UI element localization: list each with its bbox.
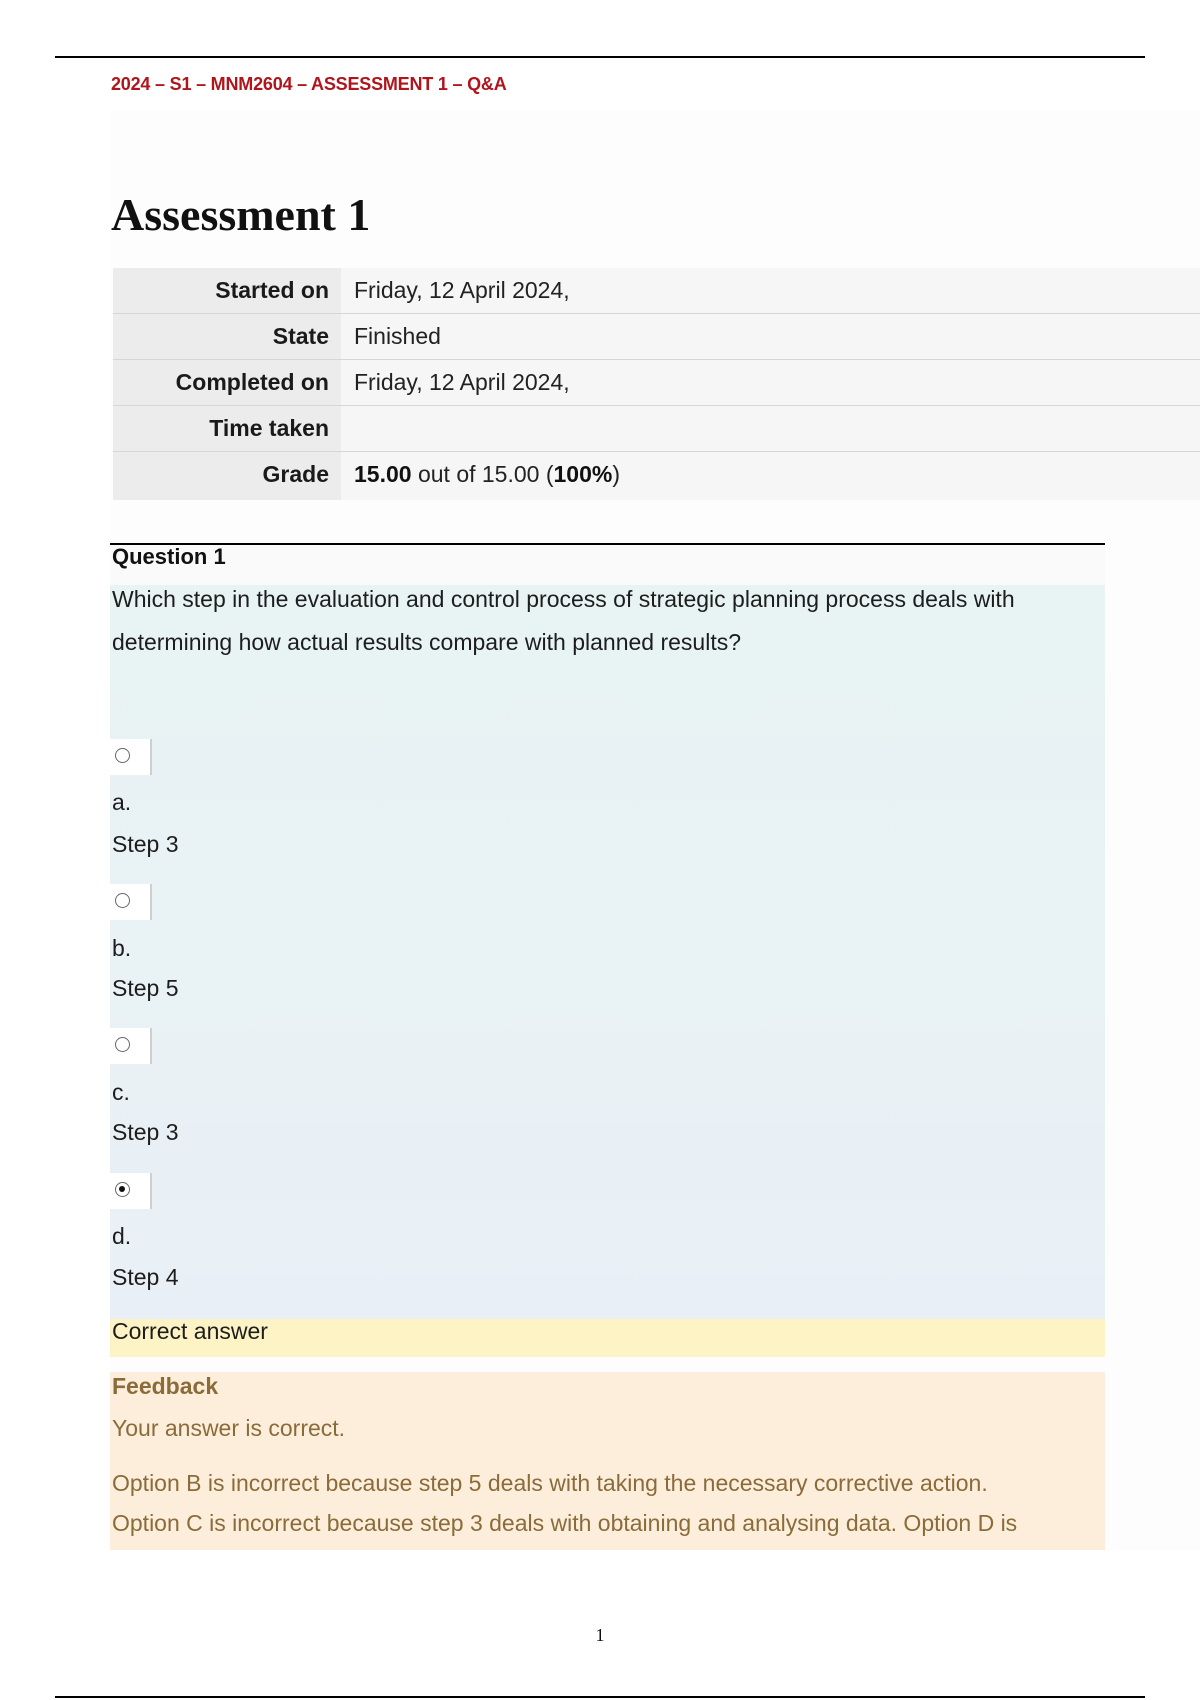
page-title: Assessment 1 (111, 189, 371, 240)
attempt-summary-table (113, 268, 1200, 500)
feedback-line: Option B is incorrect because step 5 deals with taking the necessary corrective action. (112, 1470, 988, 1496)
summary-row-grade (113, 452, 1200, 500)
summary-value: Finished (341, 314, 1200, 359)
option-c-letter: c. (112, 1079, 130, 1105)
option-a-radio-box[interactable] (110, 739, 152, 775)
summary-value (341, 406, 1200, 451)
option-c-radio-box[interactable] (110, 1028, 152, 1064)
question-text: Which step in the evaluation and control process of strategic planning process deals with determining how actual results compare with planned results? (112, 586, 1015, 655)
radio-button-b[interactable] (115, 893, 130, 908)
top-rule (55, 56, 1145, 58)
document-header: 2024 – S1 – MNM2604 – ASSESSMENT 1 – Q&A (111, 74, 507, 94)
result-status: Correct answer (110, 1319, 1105, 1357)
summary-row-completed (113, 360, 1200, 406)
option-d-letter: d. (112, 1223, 132, 1249)
feedback-line: Option C is incorrect because step 3 deals with obtaining and analysing data. Option D is (112, 1510, 1018, 1536)
feedback-line: Your answer is correct. (112, 1415, 346, 1441)
summary-label: Completed on (113, 360, 341, 405)
radio-button-d-selected[interactable] (115, 1182, 130, 1197)
option-b-radio-box[interactable] (110, 884, 152, 920)
option-a-text: Step 3 (112, 831, 179, 857)
page-number: 1 (595, 1625, 605, 1645)
summary-row-started (113, 268, 1200, 314)
option-d-text: Step 4 (112, 1264, 179, 1290)
radio-button-a[interactable] (115, 748, 130, 763)
option-c-text: Step 3 (112, 1119, 179, 1145)
option-b-letter: b. (112, 935, 132, 961)
bottom-rule (55, 1696, 1145, 1698)
summary-label: Time taken (113, 406, 341, 451)
question-body (110, 585, 1105, 1320)
grade-out-of: out of 15.00 ( (411, 461, 554, 487)
summary-value: Friday, 12 April 2024, (341, 268, 1200, 313)
grade-close: ) (612, 461, 620, 487)
grade-value (341, 452, 1200, 500)
summary-label: Started on (113, 268, 341, 313)
question-heading: Question 1 (110, 545, 1105, 585)
summary-row-time-taken (113, 406, 1200, 452)
summary-value: Friday, 12 April 2024, (341, 360, 1200, 405)
radio-button-c[interactable] (115, 1037, 130, 1052)
grade-score: 15.00 (354, 461, 412, 487)
option-a-letter: a. (112, 789, 132, 815)
feedback-title: Feedback (112, 1373, 219, 1399)
grade-percent: 100% (553, 461, 613, 487)
option-b-text: Step 5 (112, 975, 179, 1001)
summary-row-state (113, 314, 1200, 360)
option-d-radio-box[interactable] (110, 1173, 152, 1209)
summary-label: Grade (113, 452, 341, 500)
summary-label: State (113, 314, 341, 359)
